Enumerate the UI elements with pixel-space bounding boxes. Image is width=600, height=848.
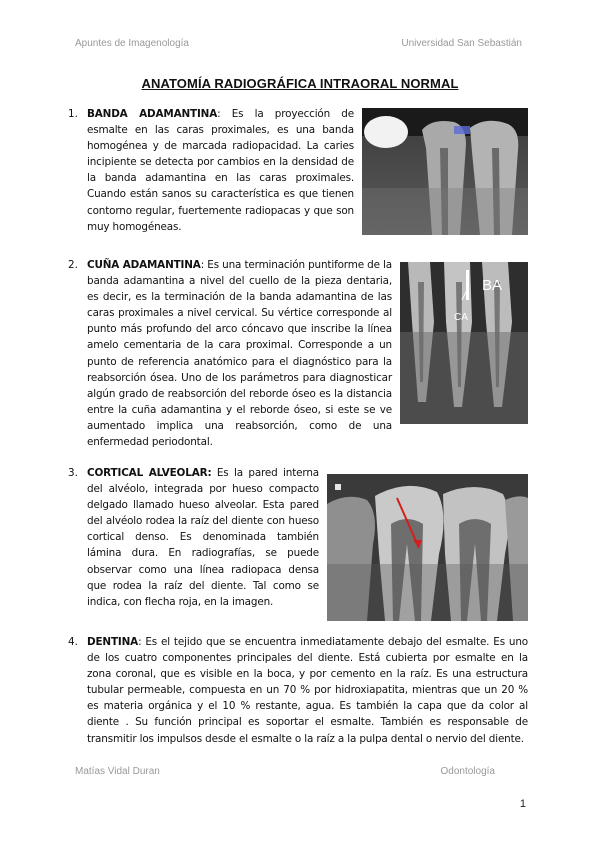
- page-number: 1: [519, 798, 526, 810]
- xray-image-cortical-alveolar: [327, 474, 528, 621]
- label-ca: CA: [454, 312, 468, 323]
- footer-field: Odontología: [440, 766, 495, 777]
- xray-image-cuna-adamantina: [400, 262, 528, 424]
- item-1-text: : Es la proyección de esmalte en las caras proximales, es una banda homogénea y de marcada radiopacidad. La caries incipiente se detecta por cambios en la densidad de la banda adamantina en las caras proximales. Cuando están sanos su característica es que tienen contorno regular, fuertemente radiopacas y que son muy homogéneas.: [87, 108, 354, 233]
- page-title: ANATOMÍA RADIOGRÁFICA INTRAORAL NORMAL: [141, 76, 459, 91]
- xray-image-banda-adamantina: [362, 108, 528, 235]
- item-3-term: CORTICAL ALVEOLAR:: [87, 467, 212, 479]
- item-2-number: 2.: [68, 259, 78, 271]
- item-1-number: 1.: [68, 108, 78, 120]
- item-1-term: BANDA ADAMANTINA: [87, 108, 218, 120]
- header-course: Apuntes de Imagenología: [75, 38, 189, 49]
- item-3-number: 3.: [68, 467, 78, 479]
- item-4-text: : Es el tejido que se encuentra inmediatamente debajo del esmalte. Es uno de los cuatro componentes principales del diente. Está cubierta por esmalte en la zona coronal, que es visible en la boca, y por cemento en la raíz. Es una estructura tubular permeable, compuesta en un 70 % por hidroxiapatita, mientras que un 20 % es materia orgánica y el 10 % restante, agua. Es también la capa que da color al diente . Su función principal es soportar el esmalte. También es responsable de transmitir los impulsos desde el esmalte o la raíz a la pulpa dental o nervio del diente.: [87, 636, 528, 745]
- item-4-paragraph: [87, 634, 528, 747]
- header-university: Universidad San Sebastián: [401, 38, 522, 49]
- footer-author: Matías Vidal Duran: [75, 766, 160, 777]
- item-4-term: DENTINA: [87, 636, 139, 648]
- item-2-text: : Es una terminación puntiforme de la banda adamantina a nivel del cuello de la pieza dentaria, es decir, es la terminación de la banda adamantina de las caras proximales a nivel cervical. Su vértice corresponde al punto más profundo del arco cóncavo que inscribe la línea amelo cementaria de la cara proximal. Corresponde a un punto de referencia anatómico para el diagnóstico para la reabsorción ósea. Uno de los parámetros para diagnosticar algún grado de reabsorción del reborde óseo es la distancia entre la cuña adamantina y el reborde óseo, si este se ve aumentado implica una reabsorción, como de una enfermedad periodontal.: [87, 259, 393, 449]
- item-3-paragraph: [87, 465, 319, 610]
- item-2-term: CUÑA ADAMANTINA: [87, 259, 201, 271]
- item-1-paragraph: [87, 106, 354, 235]
- item-2-paragraph: [87, 257, 392, 450]
- item-4-number: 4.: [68, 636, 78, 648]
- label-ba: BA: [482, 277, 503, 294]
- item-3-text: Es la pared interna del alvéolo, integrada por hueso compacto delgado llamado hueso alveolar. Esta pared del alvéolo rodea la raíz del diente con hueso cortical denso. Es denominada también lámina dura. En radiografías, se puede observar como una línea radiopaca densa que rodea la raíz del diente. Tal como se indica, con flecha roja, en la imagen.: [87, 467, 319, 608]
